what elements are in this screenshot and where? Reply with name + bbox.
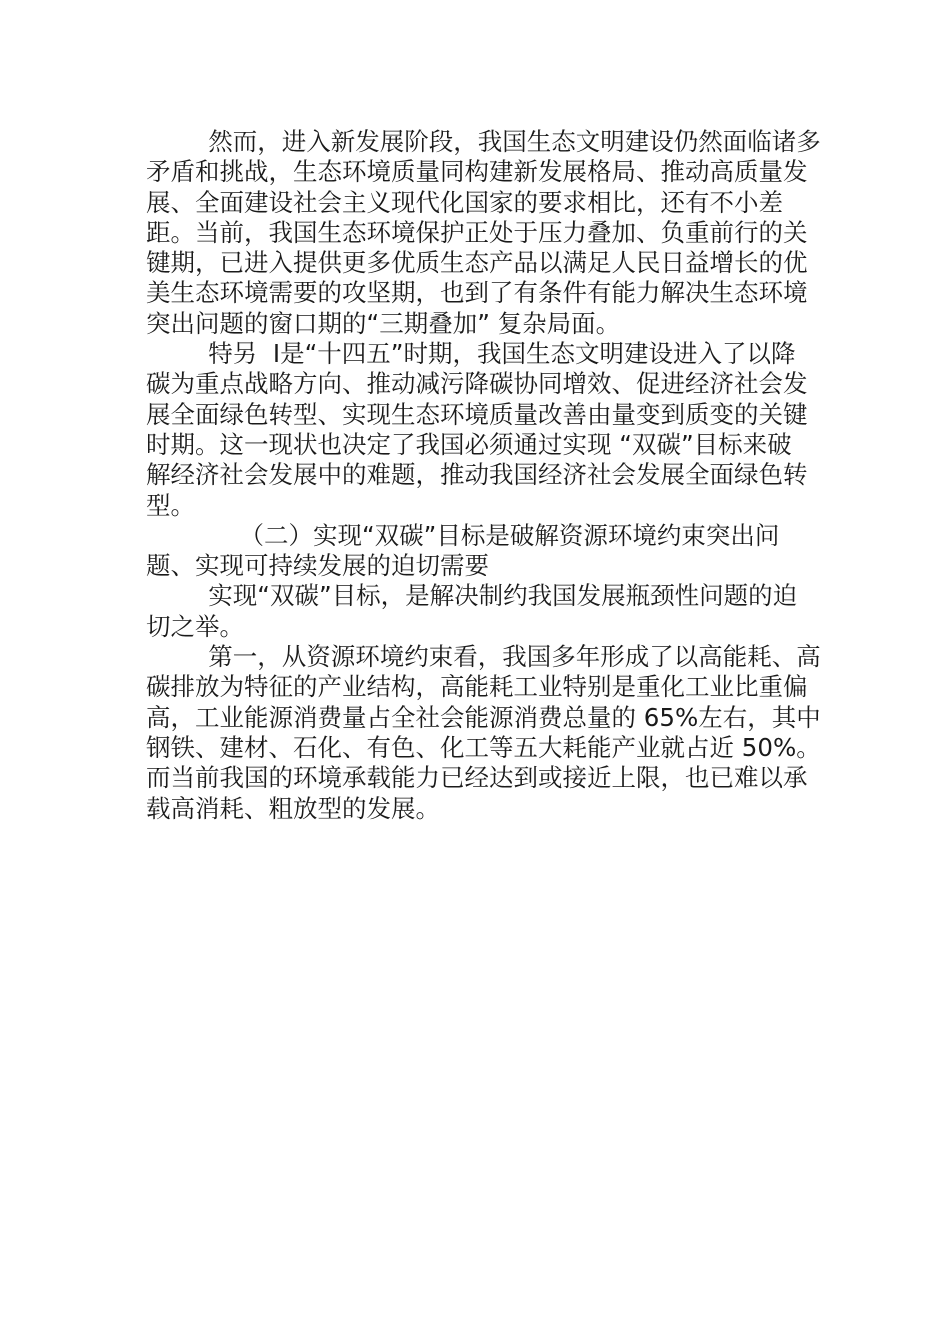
text-line: 实现“双碳”目标，是解决制约我国发展瓶颈性问题的迫 (146, 581, 798, 611)
text-line: 展全面绿色转型、实现生态环境质量改善由量变到质变的关键 (146, 399, 808, 429)
text-line: 型。 (146, 490, 195, 520)
document-body (146, 127, 821, 824)
text-line: 碳排放为特征的产业结构，高能耗工业特别是重化工业比重偏 (146, 672, 808, 702)
text-line: 展、全面建设社会主义现代化国家的要求相比，还有不小差 (146, 187, 783, 217)
text-line: 钢铁、建材、石化、有色、化工等五大耗能产业就占近 50%。 (146, 732, 821, 762)
text-line: 矛盾和挑战，生态环境质量同构建新发展格局、推动高质量发 (146, 157, 808, 187)
text-line: 高，工业能源消费量占全社会能源消费总量的 65%左右，其中 (146, 702, 821, 732)
text-line: 距。当前，我国生态环境保护正处于压力叠加、负重前行的关 (146, 217, 808, 247)
text-line: 时期。这一现状也决定了我国必须通过实现 “双碳”目标来破 (146, 429, 792, 459)
text-line: 切之举。 (146, 611, 244, 641)
text-line: 载高消耗、粗放型的发展。 (146, 793, 440, 823)
text-line: 美生态环境需要的攻坚期，也到了有条件有能力解决生态环境 (146, 278, 808, 308)
text-line: 键期，已进入提供更多优质生态产品以满足人民日益增长的优 (146, 248, 808, 278)
text-line: 解经济社会发展中的难题，推动我国经济社会发展全面绿色转 (146, 460, 808, 490)
text-line: 然而，进入新发展阶段，我国生态文明建设仍然面临诸多 (146, 127, 821, 156)
section-heading-line: （二）实现“双碳”目标是破解资源环境约束突出问 (146, 520, 780, 550)
text-line: 特另 I是“十四五”时期，我国生态文明建设进入了以降 (146, 339, 796, 369)
text-line: 而当前我国的环境承载能力已经达到或接近上限，也已难以承 (146, 763, 808, 793)
text-line: 第一，从资源环境约束看，我国多年形成了以高能耗、高 (146, 642, 821, 672)
text-line: 突出问题的窗口期的“三期叠加” 复杂局面。 (146, 308, 621, 338)
text-line: 碳为重点战略方向、推动减污降碳协同增效、促进经济社会发 (146, 369, 808, 399)
section-heading-line: 题、实现可持续发展的迫切需要 (146, 551, 489, 581)
